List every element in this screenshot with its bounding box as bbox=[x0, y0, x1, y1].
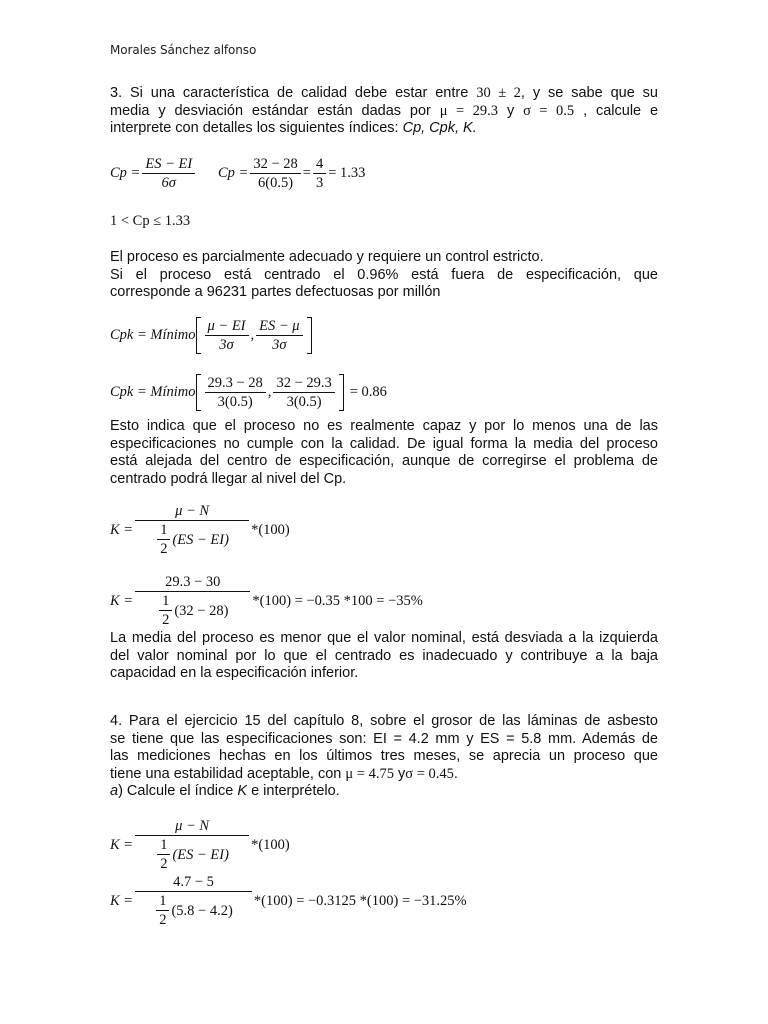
cpk-value-numerator-1: 29.3 − 28 bbox=[205, 375, 266, 393]
q3-line2 bbox=[110, 103, 658, 121]
k-half-den: 2 bbox=[160, 541, 168, 557]
q4-k-formula bbox=[110, 818, 290, 872]
k-value-equation bbox=[110, 574, 423, 628]
q4-statement bbox=[110, 713, 658, 801]
cpk-value-denominator-2: 3(0.5) bbox=[286, 394, 322, 410]
k-half bbox=[157, 522, 170, 557]
cpk-value-denominator-1: 3(0.5) bbox=[217, 394, 253, 410]
cp-value-lhs: Cp = bbox=[218, 165, 249, 181]
q3-line1 bbox=[110, 85, 658, 103]
k-value-lhs: K = bbox=[110, 592, 134, 609]
q4-part-a-text: ) Calcule el índice bbox=[118, 783, 234, 799]
cp-value-numerator: 32 − 28 bbox=[250, 156, 300, 174]
q4-k-value-den-rest: (5.8 − 4.2) bbox=[171, 902, 233, 919]
cp-lhs: Cp = bbox=[110, 165, 141, 181]
q4-mu: μ = 4.75 bbox=[345, 765, 394, 782]
cpk-numerator-1: μ − EI bbox=[205, 318, 249, 336]
q4-k-value-equation bbox=[110, 874, 467, 928]
cpk-numerator-2: ES − μ bbox=[256, 318, 302, 336]
k-numerator: μ − N bbox=[135, 503, 249, 521]
q3-line3 bbox=[110, 120, 658, 138]
k-value-result: *(100) = −0.35 *100 = −35% bbox=[252, 592, 423, 609]
cpk-value-fraction-1 bbox=[205, 375, 266, 410]
q3-para2-line1: Esto indica que el proceso no es realmente capaz y por lo menos una de las bbox=[110, 418, 658, 434]
q4-line4-text: tiene una estabilidad aceptable, con bbox=[110, 765, 342, 782]
q3-paragraph-1 bbox=[110, 249, 658, 302]
q3-line2-tail: , calcule e bbox=[583, 102, 659, 119]
k-value-denominator bbox=[154, 592, 231, 628]
k-half-num: 1 bbox=[157, 522, 170, 540]
q3-para1-line2: Si el proceso está centrado el 0.96% está fuera de especificación, que bbox=[110, 266, 658, 283]
q3-line1-text: 3. Si una característica de calidad debe estar entre bbox=[110, 85, 469, 101]
k-value-fraction bbox=[135, 574, 250, 628]
k-den-rest: (ES − EI) bbox=[172, 531, 229, 548]
cpk-fraction-2 bbox=[256, 318, 302, 353]
k-value-numerator: 29.3 − 30 bbox=[135, 574, 250, 592]
k-denominator bbox=[152, 521, 232, 557]
q4-line4 bbox=[110, 766, 658, 784]
k-mult: *(100) bbox=[251, 521, 290, 538]
cp-simplified-numerator: 4 bbox=[313, 156, 326, 174]
q4-part-a bbox=[110, 783, 658, 801]
q3-range: 30 ± 2 bbox=[476, 85, 521, 101]
q4-line2: se tiene que las especificaciones son: EI = 4.2 mm y ES = 5.8 mm. Además de bbox=[110, 730, 658, 747]
k-lhs: K = bbox=[110, 521, 134, 538]
cp-value-fraction bbox=[250, 156, 300, 191]
q4-part-a-end: e interprételo. bbox=[251, 783, 340, 799]
cpk-comma: , bbox=[250, 327, 255, 343]
cpk-formula bbox=[110, 317, 312, 354]
cpk-denominator-1: 3σ bbox=[219, 337, 234, 353]
cp-equals: = bbox=[302, 165, 311, 181]
q3-para3-line2: del valor nominal por lo que el centrado es inadecuado y contribuye a la baja bbox=[110, 647, 658, 664]
cpk-value-comma: , bbox=[267, 384, 272, 400]
q3-para2-line2: especificaciones no cumple con la calidad. De igual forma la media del proceso bbox=[110, 435, 658, 452]
q4-k-mult: *(100) bbox=[251, 836, 290, 853]
cp-simplified-fraction bbox=[313, 156, 326, 191]
q4-y: y bbox=[398, 765, 406, 782]
q3-para2-line4: centrado podrá llegar al nivel del Cp. bbox=[110, 470, 347, 487]
q4-k-value-half bbox=[156, 893, 169, 928]
cpk-result: = 0.86 bbox=[349, 384, 387, 400]
k-value-den-rest: (32 − 28) bbox=[174, 602, 229, 619]
cpk-value-numerator-2: 32 − 29.3 bbox=[273, 375, 334, 393]
cp-result: = 1.33 bbox=[328, 165, 366, 181]
q3-paragraph-3 bbox=[110, 630, 658, 683]
q3-line3-text: interprete con detalles los siguientes índices: bbox=[110, 120, 399, 136]
cp-formula bbox=[110, 156, 197, 191]
q3-para3-line1: La media del proceso es menor que el valor nominal, está desviada a la izquierda bbox=[110, 630, 658, 646]
k-value-half-den: 2 bbox=[162, 612, 170, 628]
cp-denominator: 6σ bbox=[161, 175, 176, 191]
q4-k-den-rest: (ES − EI) bbox=[172, 846, 229, 863]
cpk-value-bracket bbox=[196, 374, 344, 411]
q4-k-value-lhs: K = bbox=[110, 892, 134, 909]
author-name: Morales Sánchez alfonso bbox=[110, 43, 257, 57]
cp-numerator: ES − EI bbox=[142, 156, 195, 174]
cp-range: 1 < Cp ≤ 1.33 bbox=[110, 213, 191, 229]
q4-part-a-k: K bbox=[237, 783, 248, 799]
q4-k-value-result: *(100) = −0.3125 *(100) = −31.25% bbox=[253, 892, 467, 909]
q3-paragraph-2 bbox=[110, 418, 658, 488]
q4-line4-end: . bbox=[453, 765, 458, 782]
q3-y: y bbox=[506, 102, 515, 119]
cp-simplified-denominator: 3 bbox=[315, 175, 324, 191]
q3-para3-line3: capacidad en la especificación inferior. bbox=[110, 665, 359, 681]
q4-k-value-numerator: 4.7 − 5 bbox=[135, 874, 252, 892]
q4-k-half bbox=[157, 837, 170, 872]
cpk-fraction-1 bbox=[205, 318, 249, 353]
q4-k-value-half-num: 1 bbox=[156, 893, 169, 911]
q4-k-value-fraction bbox=[135, 874, 252, 928]
q4-k-fraction bbox=[135, 818, 249, 872]
k-fraction bbox=[135, 503, 249, 557]
q4-k-value-half-den: 2 bbox=[159, 912, 167, 928]
q3-para1-line3: corresponde a 96231 partes defectuosas por millón bbox=[110, 284, 441, 300]
q4-k-lhs: K = bbox=[110, 836, 134, 853]
q4-k-value-denominator bbox=[151, 892, 236, 928]
q4-part-a-letter: a bbox=[110, 783, 119, 799]
q4-k-half-den: 2 bbox=[160, 856, 168, 872]
q3-para2-line3: está alejada del centro de especificación, aunque de corregirse el problema de bbox=[110, 453, 658, 469]
q3-line1-tail: , y se sabe que su bbox=[520, 85, 659, 101]
q3-line2-text: media y desviación estándar están dadas por bbox=[110, 102, 431, 119]
q4-line1: 4. Para el ejercicio 15 del capítulo 8, sobre el grosor de las láminas de asbesto bbox=[110, 713, 658, 729]
cpk-bracket bbox=[196, 317, 312, 354]
q4-k-half-num: 1 bbox=[157, 837, 170, 855]
cpk-value-lhs: Cpk = Mínimo bbox=[110, 384, 196, 400]
k-value-half-num: 1 bbox=[159, 593, 172, 611]
cpk-value-equation bbox=[110, 374, 387, 411]
cpk-value-fraction-2 bbox=[273, 375, 334, 410]
cp-fraction bbox=[142, 156, 195, 191]
q3-statement bbox=[110, 85, 658, 138]
k-formula bbox=[110, 503, 290, 557]
q4-line3: las mediciones hechas en los últimos tres meses, se aprecia un proceso que bbox=[110, 748, 658, 764]
k-value-half bbox=[159, 593, 172, 628]
cp-value-denominator: 6(0.5) bbox=[258, 175, 294, 191]
q3-mu: μ = 29.3 bbox=[439, 102, 499, 119]
cp-value-equation bbox=[218, 156, 365, 191]
q4-k-denominator bbox=[152, 836, 232, 872]
q3-indices: Cp, Cpk, K. bbox=[402, 120, 477, 136]
q4-k-numerator: μ − N bbox=[135, 818, 249, 836]
q3-sigma: σ = 0.5 bbox=[523, 102, 575, 119]
q3-para1-line1: El proceso es parcialmente adecuado y requiere un control estricto. bbox=[110, 249, 544, 265]
q4-sigma: σ = 0.45 bbox=[405, 765, 454, 782]
cpk-lhs: Cpk = Mínimo bbox=[110, 327, 196, 343]
cpk-denominator-2: 3σ bbox=[272, 337, 287, 353]
